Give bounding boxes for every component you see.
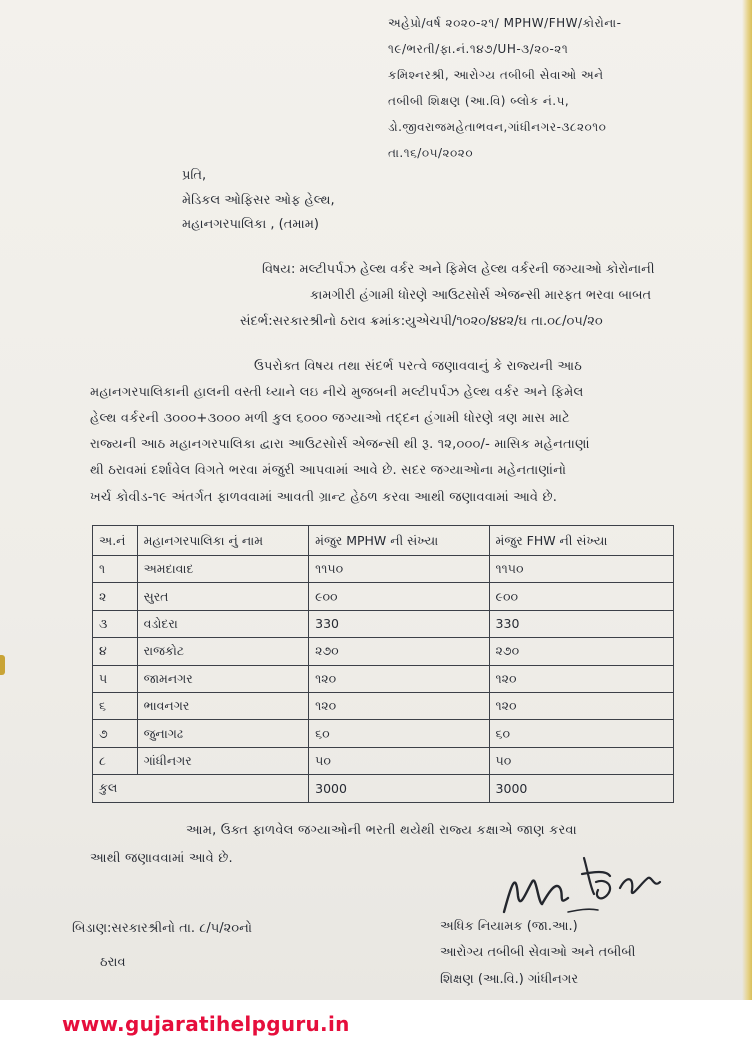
subject-line-1: વિષય: મલ્ટીપર્પઝ હેલ્થ વર્કર અને ફિમેલ હેલ્થ વર્કરની જગ્યાઓ કોરોનાની [262,262,655,277]
header-line-2: ૧૯/ભરતી/ફા.નં.૧૪૭/UH-૩/૨૦-૨૧ [388,42,569,56]
cell-corporation: ગાંધીનગર [137,747,309,774]
cell-serial: ૨ [93,583,138,610]
col-header-serial: અ.નં [93,526,138,556]
header-line-3: કમિશ્નરશ્રી, આરોગ્ય તબીબી સેવાઓ અને [388,68,604,82]
cell-corporation: ભાવનગર [137,692,309,719]
cell-fhw: ૧૨૦ [489,665,673,692]
cell-mphw: ૯૦૦ [309,583,489,610]
body-line-2: મહાનગરપાલિકાની હાલની વસ્તી ધ્યાને લઇ નીચે મુજબની મલ્ટીપર્પઝ હેલ્થ વર્કર અને ફિમેલ [90,385,584,400]
cell-corporation: અમદાવાદ [137,556,309,583]
cell-fhw: 330 [489,610,673,637]
body-line-5: થી ઠરાવમાં દર્શાવેલ વિગતે ભરવા મંજુરી આપવામાં આવે છે. સદર જગ્યાઓના મહેનતાણાંનો [90,463,567,478]
signatory-line-3: શિક્ષણ (આ.વિ.) ગાંધીનગર [440,972,579,987]
header-line-4: તબીબી શિક્ષણ (આ.વિ) બ્લોક નં.પ, [388,94,570,108]
cell-total-fhw: 3000 [489,775,673,802]
table-row [93,720,674,747]
table-row [93,638,674,665]
cell-mphw: ૨૭૦ [309,638,489,665]
signatory-designation: અધિક નિયામક (જા.આ.) [440,919,578,934]
table-header-row [93,526,674,556]
header-line-1: અહેપ્રો/વર્ષ ૨૦૨૦-૨૧/ MPHW/FHW/કોરોના- [388,16,622,30]
enclosure-line-1: બિડાણ:સરકારશ્રીનો તા. ૮/૫/૨૦નો [72,921,253,936]
closing-line-1: આમ, ઉક્ત ફાળવેલ જગ્યાઓની ભરતી થયેથી રાજ્ય કક્ષાએ જાણ કરવા [186,823,577,838]
cell-serial: ૫ [93,665,138,692]
cell-corporation: રાજકોટ [137,638,309,665]
cell-serial: ૪ [93,638,138,665]
cell-fhw: ૯૦૦ [489,583,673,610]
page-edge-mark [0,655,5,675]
closing-line-2: આથી જણાવવામાં આવે છે. [90,851,233,866]
handwritten-signature [498,852,668,924]
header-date: તા.૧૬/૦૫/૨૦૨૦ [388,146,474,160]
table-row [93,610,674,637]
cell-mphw: ૬૦ [309,720,489,747]
cell-mphw: ૫૦ [309,747,489,774]
table-total-row [93,775,674,802]
cell-total-mphw: 3000 [309,775,489,802]
cell-corporation: જામનગર [137,665,309,692]
col-header-corporation: મહાનગરપાલિકા નું નામ [137,526,309,556]
cell-mphw: ૧૧૫૦ [309,556,489,583]
cell-serial: ૧ [93,556,138,583]
cell-mphw: 330 [309,610,489,637]
cell-serial: ૬ [93,692,138,719]
recipient-line-1: પ્રતિ, [182,168,207,183]
allocation-table [92,525,674,803]
cell-total-label: કુલ [93,775,309,802]
enclosure-line-2: ઠરાવ [100,955,126,970]
cell-fhw: ૫૦ [489,747,673,774]
body-line-3: હેલ્થ વર્કરની ૩૦૦૦+૩૦૦૦ મળી કુલ ૬૦૦૦ જગ્યાઓ તદ્દન હંગામી ધોરણે ત્રણ માસ માટે [90,411,570,426]
cell-fhw: ૨૭૦ [489,638,673,665]
signatory-line-2: આરોગ્ય તબીબી સેવાઓ અને તબીબી [440,945,636,960]
cell-mphw: ૧૨૦ [309,692,489,719]
body-line-6: ખર્ચ કોવીડ-૧૯ અંતર્ગત ફાળવવામાં આવતી ગ્રાન્ટ હેઠળ કરવા આથી જણાવવામાં આવે છે. [90,490,558,505]
table-row [93,665,674,692]
table-row [93,692,674,719]
website-link[interactable]: www.gujaratihelpguru.in [62,1012,350,1036]
table-row [93,747,674,774]
body-line-1: ઉપરોક્ત વિષય તથા સંદર્ભ પરત્વે જણાવવાનું કે રાજ્યની આઠ [254,359,582,374]
col-header-fhw: મંજુર FHW ની સંખ્યા [489,526,673,556]
table-row [93,583,674,610]
col-header-mphw: મંજુર MPHW ની સંખ્યા [309,526,489,556]
body-line-4: રાજ્યની આઠ મહાનગરપાલિકા દ્વારા આઉટસોર્સ એજન્સી થી રૂ. ૧૨,૦૦૦/- માસિક મહેનતાણાં [90,437,590,452]
subject-reference: સંદર્ભ:સરકારશ્રીનો ઠરાવ ક્રમાંક:યુએચપી/૧૦૨૦/૪૪૨/ઘ તા.૦૮/૦૫/૨૦ [240,314,603,329]
cell-serial: ૮ [93,747,138,774]
header-line-5: ડો.જીવરાજમહેતાભવન,ગાંધીનગર-૩૮૨૦૧૦ [388,120,607,134]
cell-corporation: વડોદરા [137,610,309,637]
cell-fhw: ૬૦ [489,720,673,747]
cell-fhw: ૧૨૦ [489,692,673,719]
recipient-line-2: મેડિકલ ઓફિસર ઓફ હેલ્થ, [182,193,335,208]
cell-serial: ૭ [93,720,138,747]
cell-mphw: ૧૨૦ [309,665,489,692]
cell-fhw: ૧૧૫૦ [489,556,673,583]
table-row [93,556,674,583]
recipient-line-3: મહાનગરપાલિકા , (તમામ) [182,217,319,232]
subject-line-2: કામગીરી હંગામી ધોરણે આઉટસોર્સ એજન્સી મારફત ભરવા બાબત [310,288,652,303]
cell-serial: ૩ [93,610,138,637]
cell-corporation: સુરત [137,583,309,610]
cell-corporation: જુનાગઢ [137,720,309,747]
